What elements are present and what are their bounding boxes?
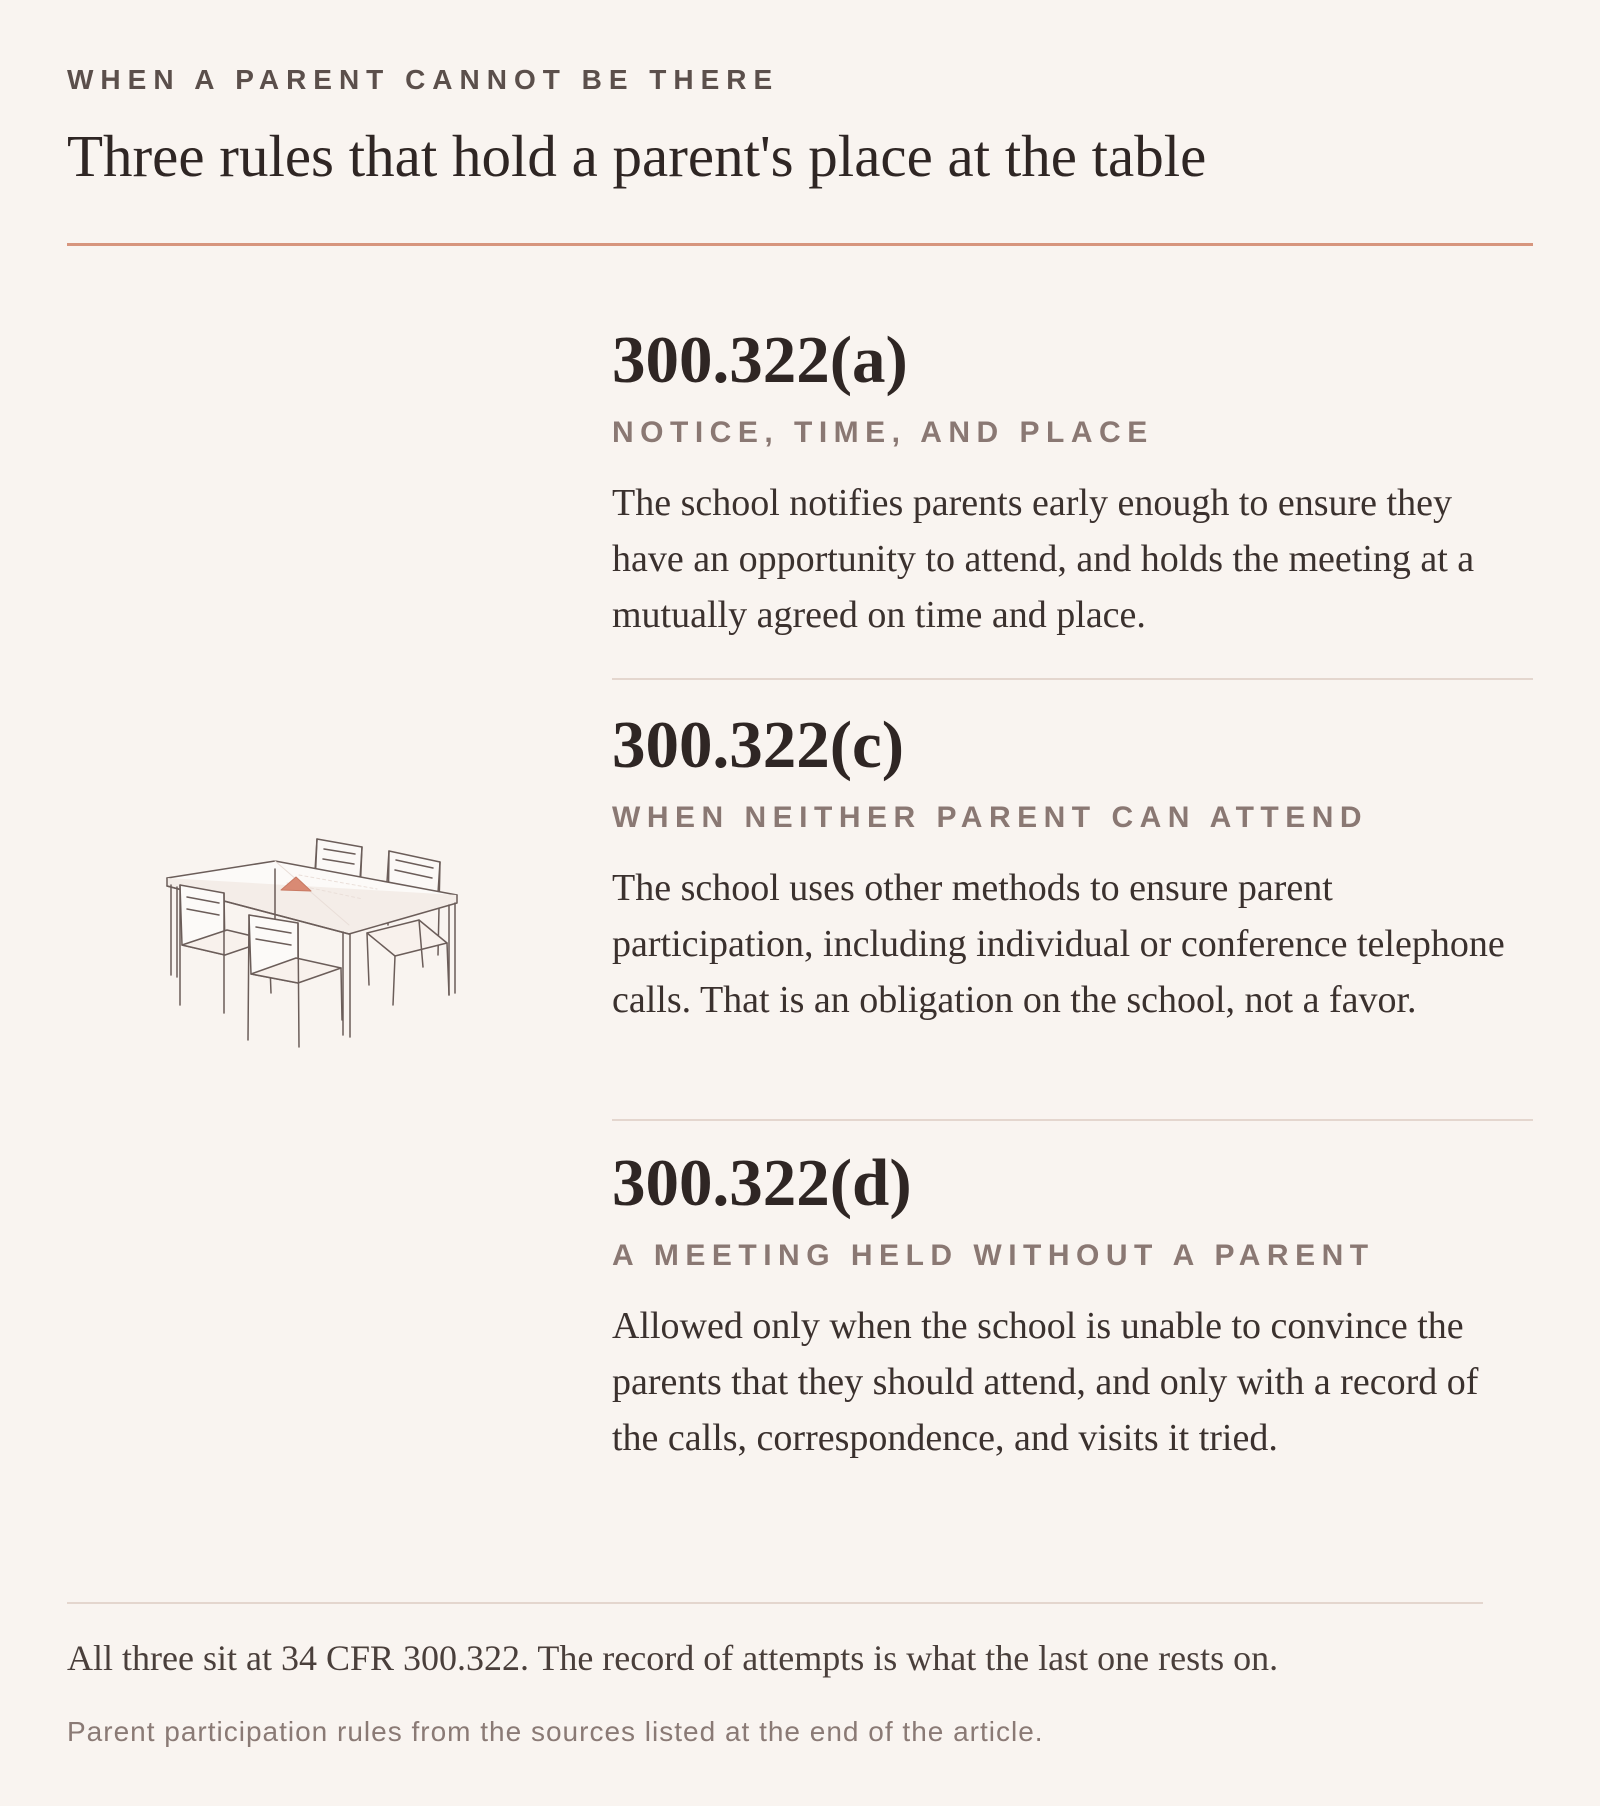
rule-body: The school uses other methods to ensure parent participation, including individual or conference telephone calls. That is an obligation on the school, not a favor. [612, 867, 1505, 1021]
eyebrow-label: WHEN A PARENT CANNOT BE THERE [67, 64, 780, 95]
right-chair [367, 920, 449, 1005]
rule-divider [612, 678, 1533, 680]
rule-body: The school notifies parents early enough to ensure they have an opportunity to attend, and holds the meeting at a mutually agreed on time and place. [612, 482, 1475, 636]
rule-body: Allowed only when the school is unable to convince the parents that they should attend, and only with a record of the calls, correspondence, and visits it tried. [612, 1305, 1479, 1459]
rule-code: 300.322(d) [612, 1146, 912, 1220]
rule-subtitle: NOTICE, TIME, AND PLACE [612, 416, 1154, 449]
rule-divider [612, 1119, 1533, 1121]
front-right-chair [248, 915, 342, 1047]
source-note: Parent participation rules from the sources listed at the end of the article. [67, 1716, 1044, 1747]
summary-divider [67, 1602, 1483, 1604]
title-accent-rule [67, 243, 1533, 246]
rules-page [67, 0, 1533, 1806]
dining-table-illustration [157, 835, 537, 1050]
rule-subtitle: A MEETING HELD WITHOUT A PARENT [612, 1239, 1375, 1272]
rule-subtitle: WHEN NEITHER PARENT CAN ATTEND [612, 801, 1369, 834]
rule-code: 300.322(c) [612, 708, 905, 782]
summary-text: All three sit at 34 CFR 300.322. The record of attempts is what the last one rests on. [67, 1638, 1279, 1678]
rule-code: 300.322(a) [612, 323, 908, 397]
page-title: Three rules that hold a parent's place at the table [67, 123, 1207, 189]
